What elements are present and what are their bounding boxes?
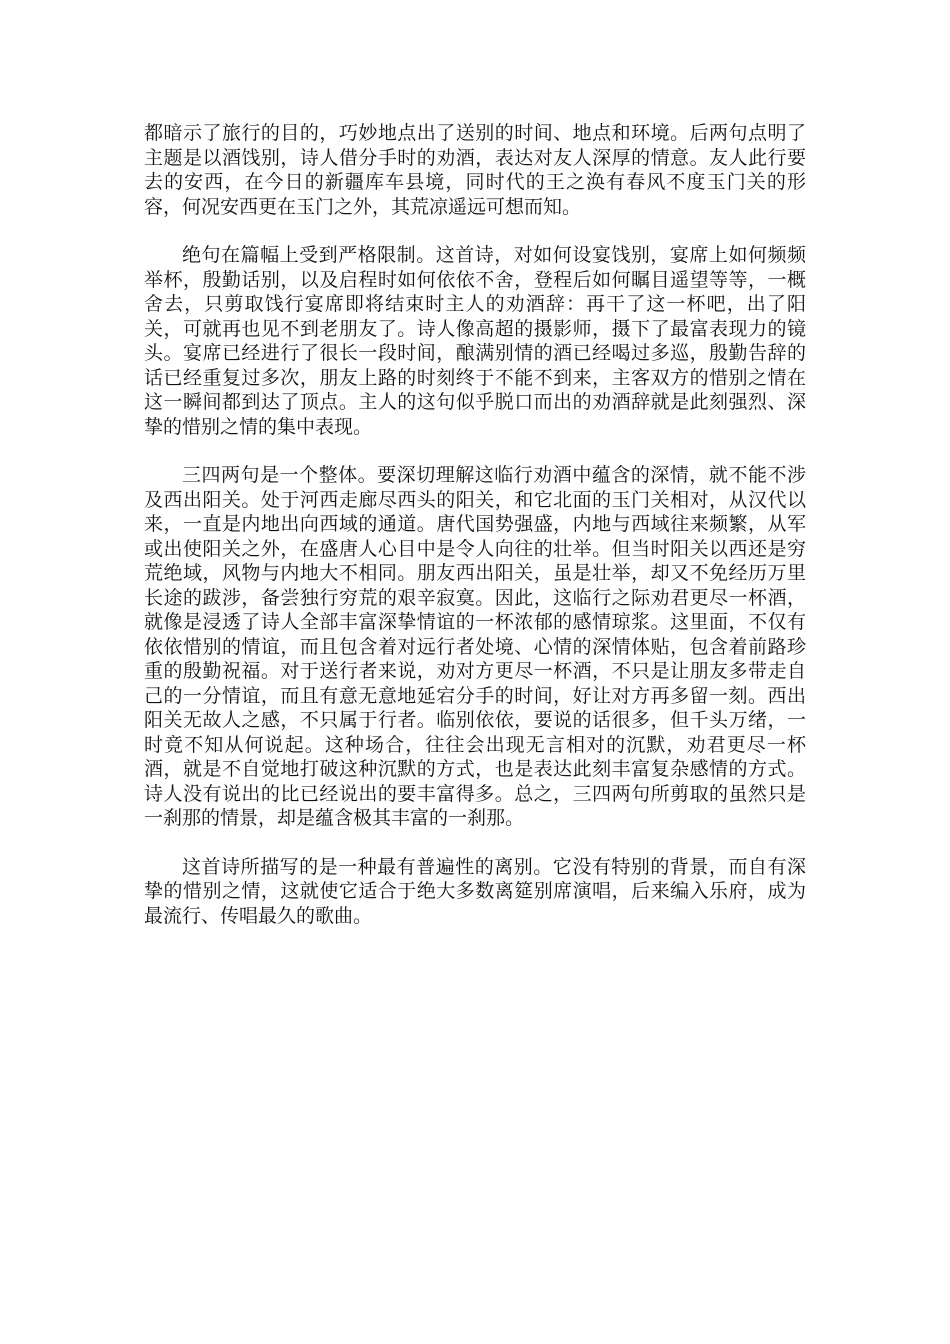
paragraph-1: 都暗示了旅行的目的，巧妙地点出了送别的时间、地点和环境。后两句点明了主题是以酒饯别，诗人借分手时的劝酒，表达对友人深厚的情意。友人此行要去的安西，在今日的新疆库车县境，同时代的王之涣有春风不度玉门关的形容，何况安西更在玉门之外，其荒凉遥远可想而知。 — [144, 122, 806, 218]
document-body — [144, 121, 806, 952]
paragraph-4: 这首诗所描写的是一种最有普遍性的离别。它没有特别的背景，而自有深挚的惜别之情，这就使它适合于绝大多数离筵别席演唱，后来编入乐府，成为最流行、传唱最久的歌曲。 — [144, 855, 806, 927]
paragraph-3: 三四两句是一个整体。要深切理解这临行劝酒中蕴含的深情，就不能不涉及西出阳关。处于河西走廊尽西头的阳关，和它北面的玉门关相对，从汉代以来，一直是内地出向西域的通道。唐代国势强盛，内地与西域往来频繁，从军或出使阳关之外，在盛唐人心目中是令人向往的壮举。但当时阳关以西还是穷荒绝域，风物与内地大不相同。朋友西出阳关，虽是壮举，却又不免经历万里长途的跋涉，备尝独行穷荒的艰辛寂寞。因此，这临行之际劝君更尽一杯酒，就像是浸透了诗人全部丰富深挚情谊的一杯浓郁的感情琼浆。这里面，不仅有依依惜别的情谊，而且包含着对远行者处境、心情的深情体贴，包含着前路珍重的殷勤祝福。对于送行者来说，劝对方更尽一杯酒，不只是让朋友多带走自己的一分情谊，而且有意无意地延宕分手的时间，好让对方再多留一刻。西出阳关无故人之感，不只属于行者。临别依依，要说的话很多，但千头万绪，一时竟不知从何说起。这种场合，往往会出现无言相对的沉默，劝君更尽一杯酒，就是不自觉地打破这种沉默的方式，也是表达此刻丰富复杂感情的方式。诗人没有说出的比已经说出的要丰富得多。总之，三四两句所剪取的虽然只是一刹那的情景，却是蕴含极其丰富的一刹那。 — [144, 464, 806, 829]
paragraph-2: 绝句在篇幅上受到严格限制。这首诗，对如何设宴饯别，宴席上如何频频举杯，殷勤话别，以及启程时如何依依不舍，登程后如何瞩目遥望等等，一概舍去，只剪取饯行宴席即将结束时主人的劝酒辞：再干了这一杯吧，出了阳关，可就再也见不到老朋友了。诗人像高超的摄影师，摄下了最富表现力的镜头。宴席已经进行了很长一段时间，酿满别情的酒已经喝过多巡，殷勤告辞的话已经重复过多次，朋友上路的时刻终于不能不到来，主客双方的惜别之情在这一瞬间都到达了顶点。主人的这句似乎脱口而出的劝酒辞就是此刻强烈、深挚的惜别之情的集中表现。 — [144, 244, 806, 438]
